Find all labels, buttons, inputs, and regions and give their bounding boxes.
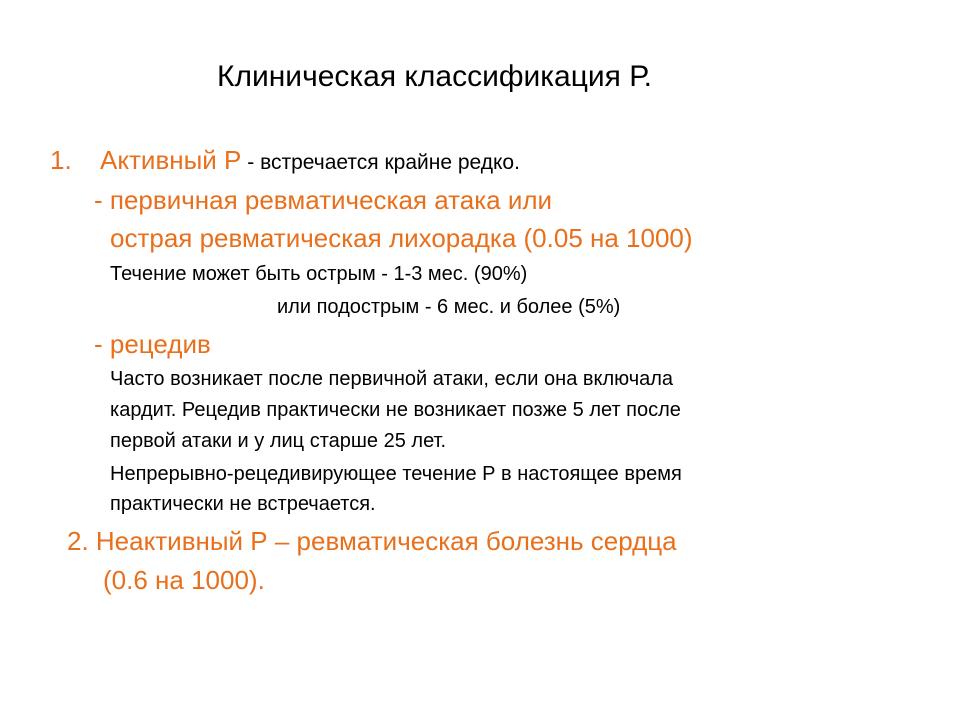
course-line-2: или подострым - 6 мес. и более (5%) bbox=[277, 296, 621, 318]
relapse-heading: - рецедив bbox=[94, 329, 211, 359]
list-item-active bbox=[50, 146, 520, 176]
primary-attack-line-2: острая ревматическая лихорадка (0.05 на 1000) bbox=[110, 223, 693, 253]
list-item-heading: Активный Р bbox=[100, 145, 242, 175]
primary-attack-line-1: - первичная ревматическая атака или bbox=[94, 185, 553, 215]
list-item-note: встречается крайне редко. bbox=[260, 151, 520, 174]
relapse-text-line: кардит. Рецедив практически не возникает позже 5 лет после bbox=[110, 399, 681, 421]
list-item-separator: - bbox=[241, 151, 261, 174]
relapse-text-line: первой атаки и у лиц старше 25 лет. bbox=[110, 430, 447, 452]
relapse-text-line: Непрерывно-рецедивирующее течение Р в настоящее время bbox=[110, 463, 682, 485]
course-line-1: Течение может быть острым - 1-3 мес. (90%) bbox=[110, 263, 528, 285]
list-item-number: 1. bbox=[50, 145, 72, 175]
relapse-text-line: практически не встречается. bbox=[110, 493, 376, 515]
list-item-inactive: 2. Неактивный Р – ревматическая болезнь сердца bbox=[67, 526, 677, 556]
list-item-inactive-rate: (0.6 на 1000). bbox=[103, 565, 265, 595]
relapse-text-line: Часто возникает после первичной атаки, если она включала bbox=[110, 368, 674, 390]
slide-title: Клиническая классификация Р. bbox=[217, 60, 652, 93]
